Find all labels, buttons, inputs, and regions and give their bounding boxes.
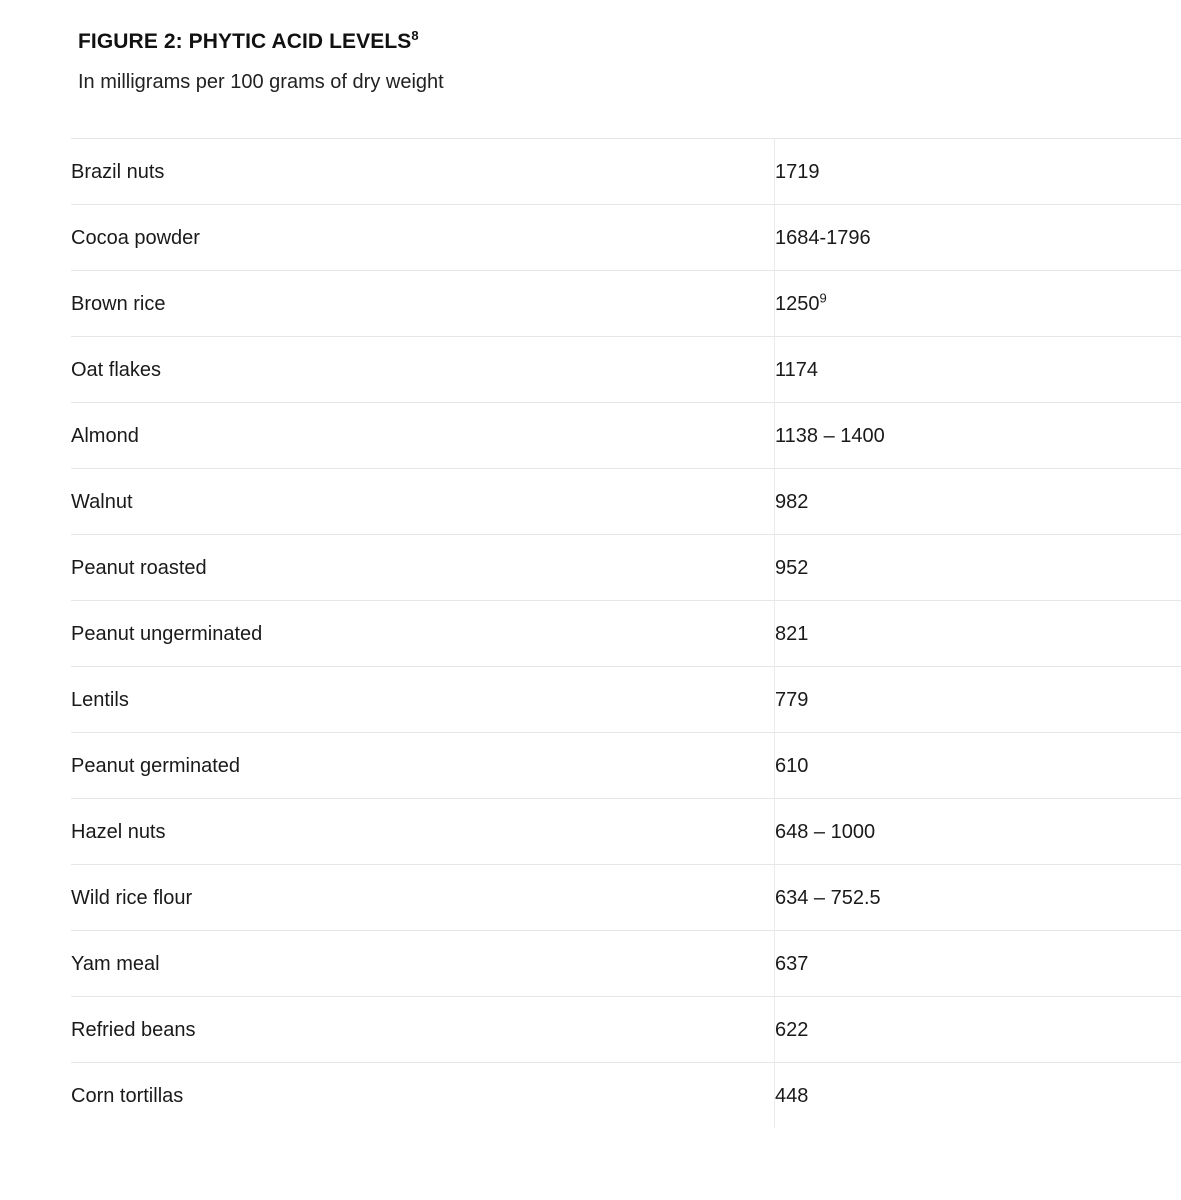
table-body bbox=[71, 139, 1181, 1129]
phytic-acid-value: 448 bbox=[775, 1085, 809, 1108]
phytic-acid-value: 821 bbox=[775, 623, 809, 646]
food-name-cell: Refried beans bbox=[71, 997, 775, 1063]
table-row bbox=[71, 337, 1181, 403]
phytic-acid-value: 648 – 1000 bbox=[775, 821, 876, 844]
figure-subtitle: In milligrams per 100 grams of dry weight bbox=[78, 71, 444, 94]
phytic-acid-value-cell bbox=[775, 403, 1181, 469]
food-name-cell: Hazel nuts bbox=[71, 799, 775, 865]
phytic-acid-value-cell bbox=[775, 535, 1181, 601]
food-name-cell: Almond bbox=[71, 403, 775, 469]
phytic-acid-value-cell bbox=[775, 865, 1181, 931]
phytic-acid-value: 1719 bbox=[775, 161, 820, 184]
phytic-acid-value: 610 bbox=[775, 755, 809, 778]
phytic-acid-table-wrapper bbox=[0, 138, 1181, 1128]
phytic-acid-value: 1138 – 1400 bbox=[775, 425, 885, 448]
table-row bbox=[71, 667, 1181, 733]
table-row bbox=[71, 403, 1181, 469]
table-row bbox=[71, 865, 1181, 931]
figure-title-footnote: 8 bbox=[411, 28, 419, 43]
food-name-cell: Cocoa powder bbox=[71, 205, 775, 271]
food-name-cell: Brown rice bbox=[71, 271, 775, 337]
phytic-acid-value-cell bbox=[775, 271, 1181, 337]
food-name-cell: Oat flakes bbox=[71, 337, 775, 403]
phytic-acid-value-cell bbox=[775, 931, 1181, 997]
figure-header bbox=[0, 28, 1181, 95]
phytic-acid-value-cell bbox=[775, 205, 1181, 271]
food-name-cell: Peanut germinated bbox=[71, 733, 775, 799]
table-row bbox=[71, 733, 1181, 799]
phytic-acid-value-cell bbox=[775, 139, 1181, 205]
food-name-cell: Brazil nuts bbox=[71, 139, 775, 205]
food-name-cell: Yam meal bbox=[71, 931, 775, 997]
food-name-cell: Wild rice flour bbox=[71, 865, 775, 931]
food-name-cell: Corn tortillas bbox=[71, 1063, 775, 1129]
table-row bbox=[71, 271, 1181, 337]
food-name-cell: Lentils bbox=[71, 667, 775, 733]
table-row bbox=[71, 799, 1181, 865]
phytic-acid-value-cell bbox=[775, 601, 1181, 667]
phytic-acid-value: 982 bbox=[775, 491, 809, 514]
food-name-cell: Walnut bbox=[71, 469, 775, 535]
phytic-acid-value-cell bbox=[775, 469, 1181, 535]
phytic-acid-value-cell bbox=[775, 733, 1181, 799]
table-row bbox=[71, 1063, 1181, 1129]
food-name-cell: Peanut roasted bbox=[71, 535, 775, 601]
phytic-acid-value: 1250 bbox=[775, 293, 820, 316]
phytic-acid-value: 634 – 752.5 bbox=[775, 887, 881, 910]
phytic-acid-value-cell bbox=[775, 667, 1181, 733]
table-row bbox=[71, 601, 1181, 667]
figure-title bbox=[78, 28, 1181, 55]
table-row bbox=[71, 997, 1181, 1063]
table-row bbox=[71, 469, 1181, 535]
phytic-acid-table bbox=[71, 138, 1181, 1128]
phytic-acid-value: 1684-1796 bbox=[775, 227, 871, 250]
value-footnote: 9 bbox=[819, 290, 827, 306]
table-row bbox=[71, 931, 1181, 997]
table-row bbox=[71, 535, 1181, 601]
phytic-acid-value-cell bbox=[775, 997, 1181, 1063]
phytic-acid-value: 637 bbox=[775, 953, 809, 976]
phytic-acid-value: 779 bbox=[775, 689, 809, 712]
figure-title-text: FIGURE 2: PHYTIC ACID LEVELS bbox=[78, 30, 412, 53]
table-row bbox=[71, 205, 1181, 271]
phytic-acid-value-cell bbox=[775, 799, 1181, 865]
phytic-acid-value-cell bbox=[775, 1063, 1181, 1129]
food-name-cell: Peanut ungerminated bbox=[71, 601, 775, 667]
phytic-acid-value: 952 bbox=[775, 557, 809, 580]
table-row bbox=[71, 139, 1181, 205]
phytic-acid-value: 622 bbox=[775, 1019, 809, 1042]
phytic-acid-value-cell bbox=[775, 337, 1181, 403]
phytic-acid-value: 1174 bbox=[775, 359, 819, 382]
